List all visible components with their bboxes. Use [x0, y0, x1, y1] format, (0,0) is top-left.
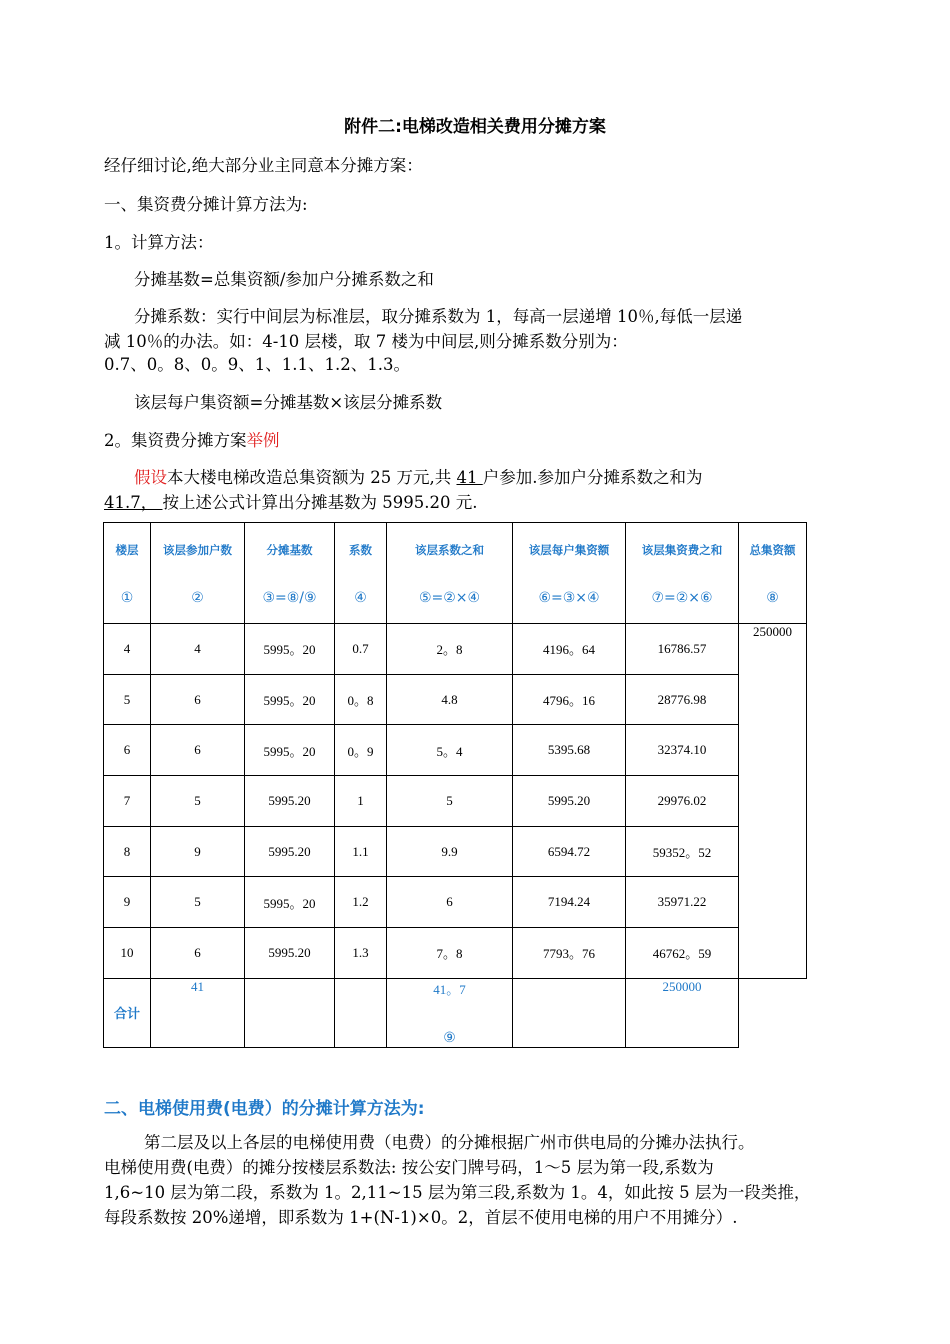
- cell-floor-total: 16786.57: [626, 624, 739, 675]
- header-households: 该层参加户数 ②: [151, 523, 245, 624]
- cell-coef: 1.1: [335, 826, 387, 877]
- cell-base: 5995.20: [245, 928, 335, 979]
- cell-floor: 10: [104, 928, 151, 979]
- coefficient-sum: 41.7，: [104, 493, 163, 512]
- cell-floor: 6: [104, 725, 151, 776]
- cell-sum-coef: 4.8: [387, 674, 513, 725]
- cell-coef: 0。8: [335, 674, 387, 725]
- cell-coef: 1.2: [335, 877, 387, 928]
- cell-per-household: 4196。64: [513, 624, 626, 675]
- cell-grand-total: 250000: [739, 624, 807, 979]
- section2-heading: 二、电梯使用费(电费）的分摊计算方法为:: [104, 1099, 425, 1119]
- table-row: [104, 877, 807, 928]
- table-row: [104, 725, 807, 776]
- formula-floor: 该层每户集资额=分摊基数×该层分摊系数: [134, 393, 443, 412]
- example-text: 本大楼电梯改造总集资额为 25 万元,共: [167, 468, 457, 487]
- cell-per-household: 5395.68: [513, 725, 626, 776]
- example-heading-highlight: 举例: [246, 431, 280, 450]
- cell-floor-total: 35971.22: [626, 877, 739, 928]
- table-header-row: [104, 523, 807, 624]
- header-per-household: 该层每户集资额 ⑥=③×④: [513, 523, 626, 624]
- method-heading: 1。计算方法：: [104, 233, 214, 252]
- section2-line-2: 电梯使用费(电费）的摊分按楼层系数法: 按公安门牌号码，1～5 层为第一段,系数为: [104, 1158, 714, 1177]
- total-households: 41: [151, 978, 245, 1047]
- cell-floor: 4: [104, 624, 151, 675]
- header-base: 分摊基数 ③=⑧/⑨: [245, 523, 335, 624]
- table-row: [104, 826, 807, 877]
- cell-households: 6: [151, 725, 245, 776]
- cell-sum-coef: 5: [387, 776, 513, 827]
- section2-paragraph: [104, 1130, 864, 1230]
- cell-sum-coef: 2。8: [387, 624, 513, 675]
- coefficient-line-3: 0.7、0。8、0。9、1、1.1、1.2、1.3。: [104, 355, 410, 374]
- cell-sum-coef: 6: [387, 877, 513, 928]
- cell-per-household: 5995.20: [513, 776, 626, 827]
- cell-per-household: 6594.72: [513, 826, 626, 877]
- table-row: [104, 624, 807, 675]
- document-title: 附件二:电梯改造相关费用分摊方案: [344, 117, 606, 137]
- header-floor: 楼层 ①: [104, 523, 151, 624]
- total-base-empty: [245, 978, 335, 1047]
- cell-per-household: 7793。76: [513, 928, 626, 979]
- allocation-table: [103, 522, 807, 1048]
- header-floor-total: 该层集资费之和 ⑦=②×⑥: [626, 523, 739, 624]
- cell-coef: 0。9: [335, 725, 387, 776]
- table-row: [104, 776, 807, 827]
- cell-households: 6: [151, 674, 245, 725]
- cell-base: 5995。20: [245, 725, 335, 776]
- cell-floor-total: 29976.02: [626, 776, 739, 827]
- example-heading-text: 2。集资费分摊方案: [104, 431, 247, 450]
- total-row: [104, 978, 807, 1047]
- total-coefficient-sum: 41。7 ⑨: [387, 978, 513, 1047]
- coefficient-line-1: 分摊系数：实行中间层为标准层，取分摊系数为 1，每高一层递增 10％,每低一层递: [134, 307, 743, 326]
- cell-base: 5995。20: [245, 674, 335, 725]
- cell-base: 5995.20: [245, 826, 335, 877]
- table-row: [104, 674, 807, 725]
- cell-base: 5995。20: [245, 877, 335, 928]
- total-label: 合计: [104, 978, 151, 1047]
- cell-coef: 0.7: [335, 624, 387, 675]
- cell-households: 5: [151, 877, 245, 928]
- household-count: 41: [456, 468, 483, 487]
- assumption-highlight: 假设: [134, 468, 167, 487]
- section1-heading: 一、集资费分摊计算方法为:: [104, 195, 308, 214]
- intro-text: 经仔细讨论,绝大部分业主同意本分摊方案：: [104, 156, 423, 175]
- cell-households: 6: [151, 928, 245, 979]
- cell-base: 5995。20: [245, 624, 335, 675]
- cell-floor-total: 32374.10: [626, 725, 739, 776]
- cell-sum-coef: 9.9: [387, 826, 513, 877]
- cell-coef: 1.3: [335, 928, 387, 979]
- example-heading: [104, 427, 280, 451]
- cell-coef: 1: [335, 776, 387, 827]
- cell-per-household: 4796。16: [513, 674, 626, 725]
- section2-line-4: 每段系数按 20%递增，即系数为 1+(N-1)×0。2，首层不使用电梯的用户不用摊分）.: [104, 1208, 738, 1227]
- section2-line-1: 第二层及以上各层的电梯使用费（电费）的分摊根据广州市供电局的分摊办法执行。: [144, 1133, 755, 1152]
- base-result-text: 按上述公式计算出分摊基数为 5995.20 元.: [162, 493, 478, 512]
- cell-floor: 8: [104, 826, 151, 877]
- example-paragraph-line-2: [104, 489, 477, 513]
- cell-households: 9: [151, 826, 245, 877]
- example-paragraph-line-1: [134, 464, 702, 488]
- total-floor-total: 250000: [626, 978, 739, 1047]
- header-coefficient-sum: 该层系数之和 ⑤=②×④: [387, 523, 513, 624]
- section2-line-3: 1,6~10 层为第二段，系数为 1。2,11~15 层为第三段,系数为 1。4，如此按 5 层为一段类推，: [104, 1183, 811, 1202]
- cell-floor-total: 46762。59: [626, 928, 739, 979]
- cell-sum-coef: 5。4: [387, 725, 513, 776]
- cell-base: 5995.20: [245, 776, 335, 827]
- coefficient-line-2: 减 10％的办法。如：4-10 层楼，取 7 楼为中间层,则分摊系数分别为：: [104, 332, 628, 351]
- cell-sum-coef: 7。8: [387, 928, 513, 979]
- cell-floor: 7: [104, 776, 151, 827]
- header-coefficient: 系数 ④: [335, 523, 387, 624]
- example-text-tail: 户参加.参加户分摊系数之和为: [482, 468, 703, 487]
- table-row: [104, 928, 807, 979]
- header-grand-total: 总集资额 ⑧: [739, 523, 807, 624]
- cell-floor: 9: [104, 877, 151, 928]
- total-coef-empty: [335, 978, 387, 1047]
- total-per-household-empty: [513, 978, 626, 1047]
- cell-households: 5: [151, 776, 245, 827]
- cell-floor: 5: [104, 674, 151, 725]
- cell-floor-total: 59352。52: [626, 826, 739, 877]
- cell-per-household: 7194.24: [513, 877, 626, 928]
- cell-households: 4: [151, 624, 245, 675]
- formula-base: 分摊基数=总集资额/参加户分摊系数之和: [134, 270, 434, 289]
- cell-floor-total: 28776.98: [626, 674, 739, 725]
